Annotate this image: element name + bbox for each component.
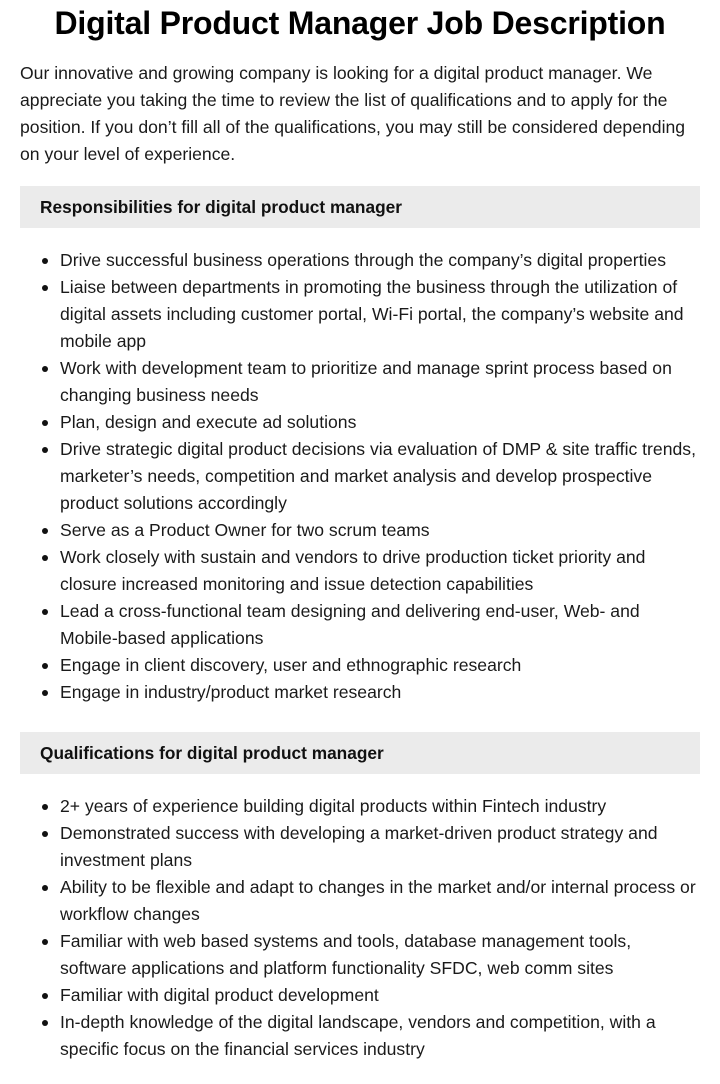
list-item-text: 2+ years of experience building digital products within Fintech industry [60,796,607,816]
intro-paragraph: Our innovative and growing company is looking for a digital product manager. We appreciate you taking the time to review the list of qualifications and to apply for the position. If you don’t fill all of the qualifications, you may still be considered depending on your level of experience. [20,63,686,164]
list-item [20,652,700,679]
list-item [20,517,700,544]
list-item [20,874,700,928]
responsibilities-list [20,247,700,706]
list-item [20,598,700,652]
list-item [20,1009,700,1063]
bullet-icon [42,993,48,999]
list-item-text: Plan, design and execute ad solutions [60,412,357,432]
bullet-icon [42,447,48,453]
bullet-icon [42,690,48,696]
page-title: Digital Product Manager Job Description [54,5,666,41]
list-item-text: Drive strategic digital product decisions via evaluation of DMP & site traffic trends, marketer’s needs, competition and market analysis and develop prospective product solutions accordingly [60,439,696,513]
bullet-icon [42,663,48,669]
bullet-icon [42,366,48,372]
list-item [20,247,700,274]
bullet-icon [42,1020,48,1026]
responsibilities-heading: Responsibilities for digital product manager [20,186,700,228]
list-item [20,544,700,598]
bullet-icon [42,528,48,534]
bullet-icon [42,831,48,837]
bullet-icon [42,555,48,561]
bullet-icon [42,609,48,615]
bullet-icon [42,939,48,945]
list-item [20,928,700,982]
list-item-text: Ability to be flexible and adapt to changes in the market and/or internal process or workflow changes [60,877,696,924]
section-spacer [20,706,700,714]
list-item-text: Familiar with digital product development [60,985,379,1005]
list-item-text: Demonstrated success with developing a market-driven product strategy and investment plans [60,823,658,870]
list-item-text: In-depth knowledge of the digital landscape, vendors and competition, with a specific focus on the financial services industry [60,1012,656,1059]
list-item-text: Engage in industry/product market research [60,682,402,702]
bullet-icon [42,420,48,426]
bullet-icon [42,258,48,264]
list-item [20,409,700,436]
list-item-text: Serve as a Product Owner for two scrum teams [60,520,430,540]
list-item-text: Engage in client discovery, user and ethnographic research [60,655,522,675]
qualifications-heading: Qualifications for digital product manager [20,732,700,774]
list-item-text: Liaise between departments in promoting the business through the utilization of digital assets including customer portal, Wi-Fi portal, the company’s website and mobile app [60,277,684,351]
list-item [20,436,700,517]
list-item [20,982,700,1009]
list-item [20,820,700,874]
list-item [20,793,700,820]
list-item [20,355,700,409]
bullet-icon [42,885,48,891]
list-item-text: Familiar with web based systems and tools, database management tools, software applications and platform functionality SFDC, web comm sites [60,931,632,978]
list-item-text: Work with development team to prioritize and manage sprint process based on changing business needs [60,358,672,405]
list-item [20,679,700,706]
bullet-icon [42,285,48,291]
bullet-icon [42,804,48,810]
qualifications-list [20,793,700,1063]
list-item-text: Lead a cross-functional team designing and delivering end-user, Web- and Mobile-based applications [60,601,640,648]
list-item-text: Work closely with sustain and vendors to drive production ticket priority and closure increased monitoring and issue detection capabilities [60,547,646,594]
list-item [20,274,700,355]
list-item-text: Drive successful business operations through the company’s digital properties [60,250,667,270]
